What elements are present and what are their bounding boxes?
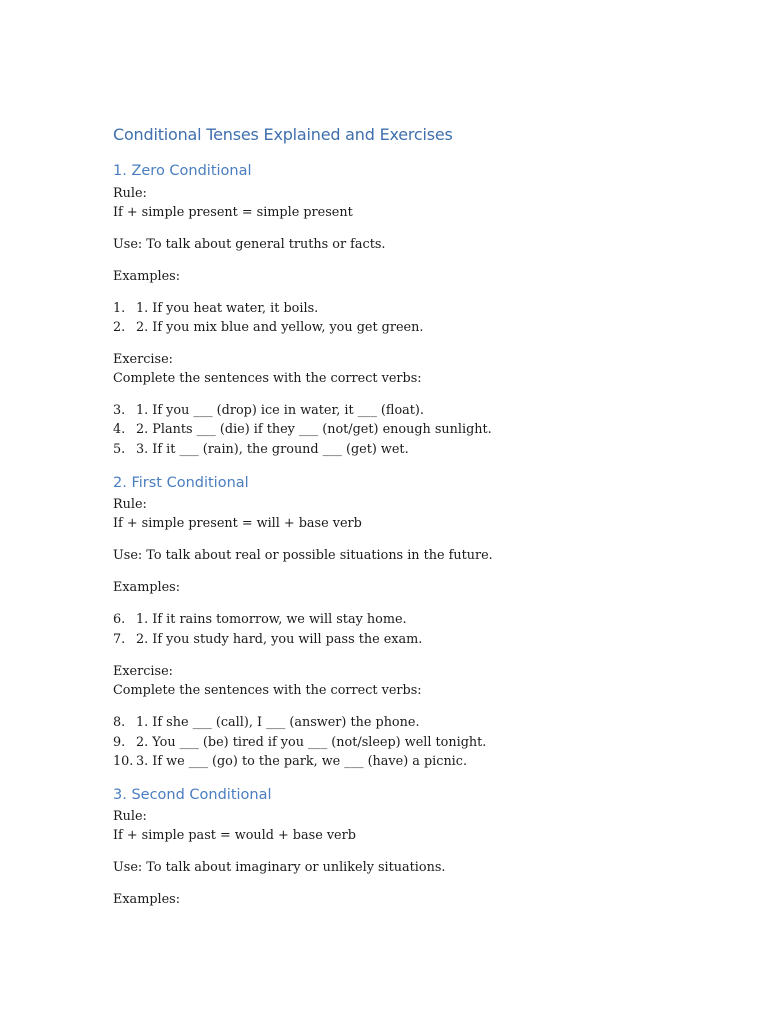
list-number: 9. [113,735,126,750]
use-text: Use: To talk about imaginary or unlikely situations. [113,860,446,875]
list-number: 5. [113,442,126,457]
use-text: Use: To talk about real or possible situations in the future. [113,548,493,563]
list-item [113,612,407,628]
list-text: 2. You ___ (be) tired if you ___ (not/sleep) well tonight. [136,735,487,750]
list-number: 2. [113,320,126,335]
list-item [113,422,492,438]
list-number: 4. [113,422,126,437]
document-title: Conditional Tenses Explained and Exercises [113,125,453,144]
rule-text: If + simple present = simple present [113,205,353,220]
exercise-instruction: Complete the sentences with the correct verbs: [113,683,422,698]
rule-text: If + simple past = would + base verb [113,828,356,843]
examples-label: Examples: [113,892,181,907]
rule-label: Rule: [113,186,147,201]
list-item [113,301,318,317]
list-text: 3. If it ___ (rain), the ground ___ (get) wet. [136,442,409,457]
list-text: 1. If it rains tomorrow, we will stay home. [136,612,407,627]
list-number: 3. [113,403,126,418]
list-item [113,320,423,336]
list-number: 1. [113,301,126,316]
list-number: 7. [113,632,126,647]
section-heading: 1. Zero Conditional [113,163,252,179]
list-text: 1. If you heat water, it boils. [136,301,319,316]
list-text: 2. If you mix blue and yellow, you get green. [136,320,424,335]
rule-label: Rule: [113,809,147,824]
exercise-instruction: Complete the sentences with the correct verbs: [113,371,422,386]
section-heading: 3. Second Conditional [113,787,272,803]
section-heading: 2. First Conditional [113,475,249,491]
examples-label: Examples: [113,269,181,284]
examples-label: Examples: [113,580,181,595]
list-number: 8. [113,715,126,730]
list-text: 2. Plants ___ (die) if they ___ (not/get) enough sunlight. [136,422,492,437]
list-item [113,632,422,648]
rule-text: If + simple present = will + base verb [113,516,362,531]
exercise-label: Exercise: [113,352,173,367]
list-number: 10. [113,754,134,769]
list-item [113,442,409,458]
list-item [113,754,467,770]
use-text: Use: To talk about general truths or facts. [113,237,386,252]
list-text: 2. If you study hard, you will pass the exam. [136,632,423,647]
rule-label: Rule: [113,497,147,512]
list-item [113,715,420,731]
list-number: 6. [113,612,126,627]
list-text: 1. If you ___ (drop) ice in water, it ___ (float). [136,403,424,418]
list-text: 3. If we ___ (go) to the park, we ___ (have) a picnic. [136,754,468,769]
list-text: 1. If she ___ (call), I ___ (answer) the phone. [136,715,420,730]
list-item [113,735,486,751]
list-item [113,403,424,419]
exercise-label: Exercise: [113,664,173,679]
